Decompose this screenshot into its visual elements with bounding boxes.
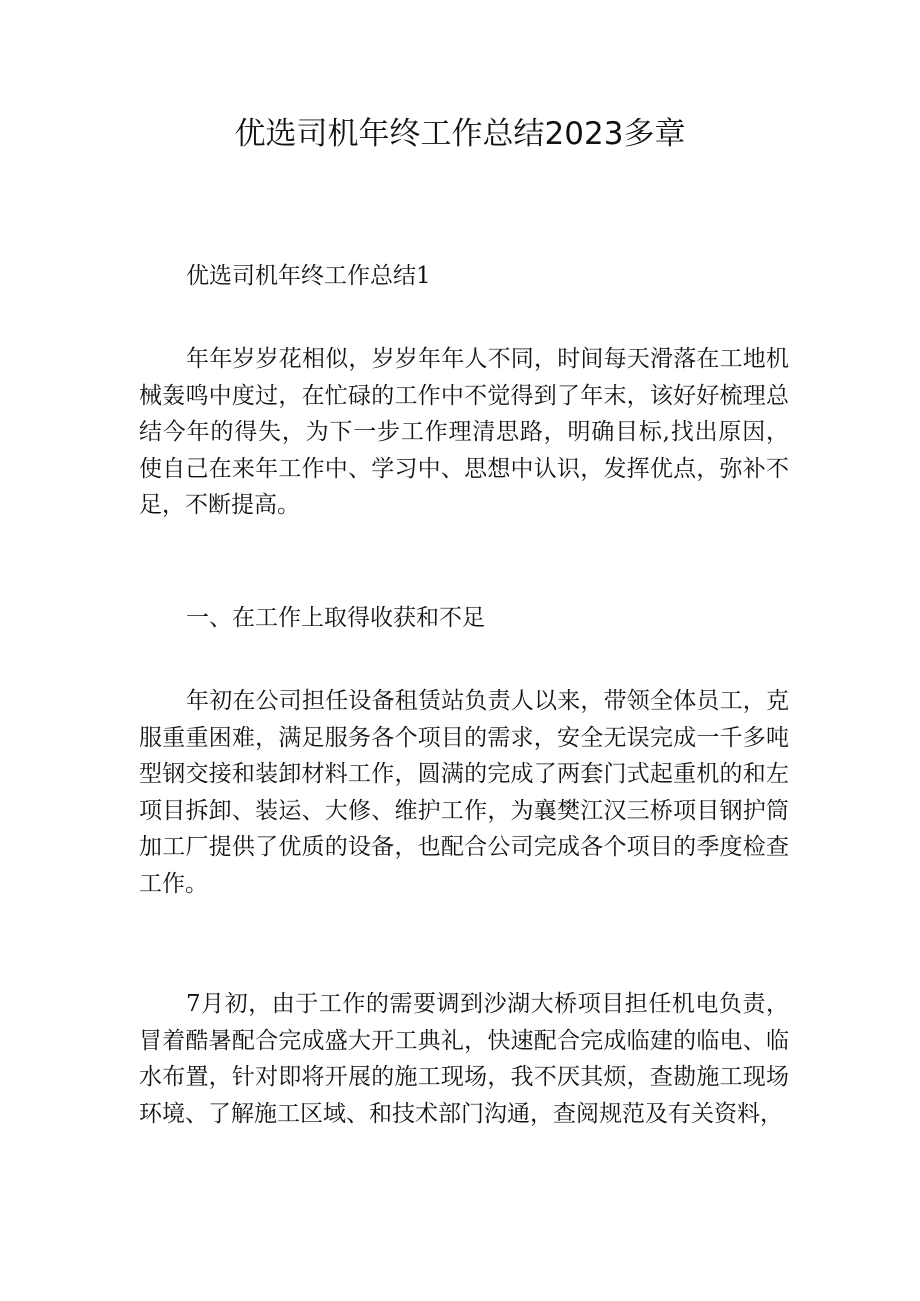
section-subtitle: 优选司机年终工作总结1 [186,263,431,289]
paragraph-work-summary: 年初在公司担任设备租赁站负责人以来，带领全体员工，克服重重困难，满足服务各个项目的需求，安全无误完成一千多吨型钢交接和装卸材料工作，圆满的完成了两套门式起重机的和左项目拆卸、装运、大修、维护工作，为襄樊江汉三桥项目钢护筒加工厂提供了优质的设备，也配合公司完成各个项目的季度检查工作。 [139,688,789,897]
paragraph-july: 7月初，由于工作的需要调到沙湖大桥项目担任机电负责，冒着酷暑配合完成盛大开工典礼，快速配合完成临建的临电、临水布置，针对即将开展的施工现场，我不厌其烦，查勘施工现场环境、了解施工区域、和技术部门沟通，查阅规范及有关资料， [139,991,789,1127]
paragraph-intro: 年年岁岁花相似，岁岁年年人不同，时间每天滑落在工地机械轰鸣中度过，在忙碌的工作中不觉得到了年末，该好好梳理总结今年的得失，为下一步工作理清思路，明确目标,找出原因，使自己在来年工作中、学习中、思想中认识，发挥优点，弥补不足，不断提高。 [139,346,789,518]
document-title: 优选司机年终工作总结2023多章 [234,116,686,152]
section-heading: 一、在工作上取得收获和不足 [186,605,485,631]
